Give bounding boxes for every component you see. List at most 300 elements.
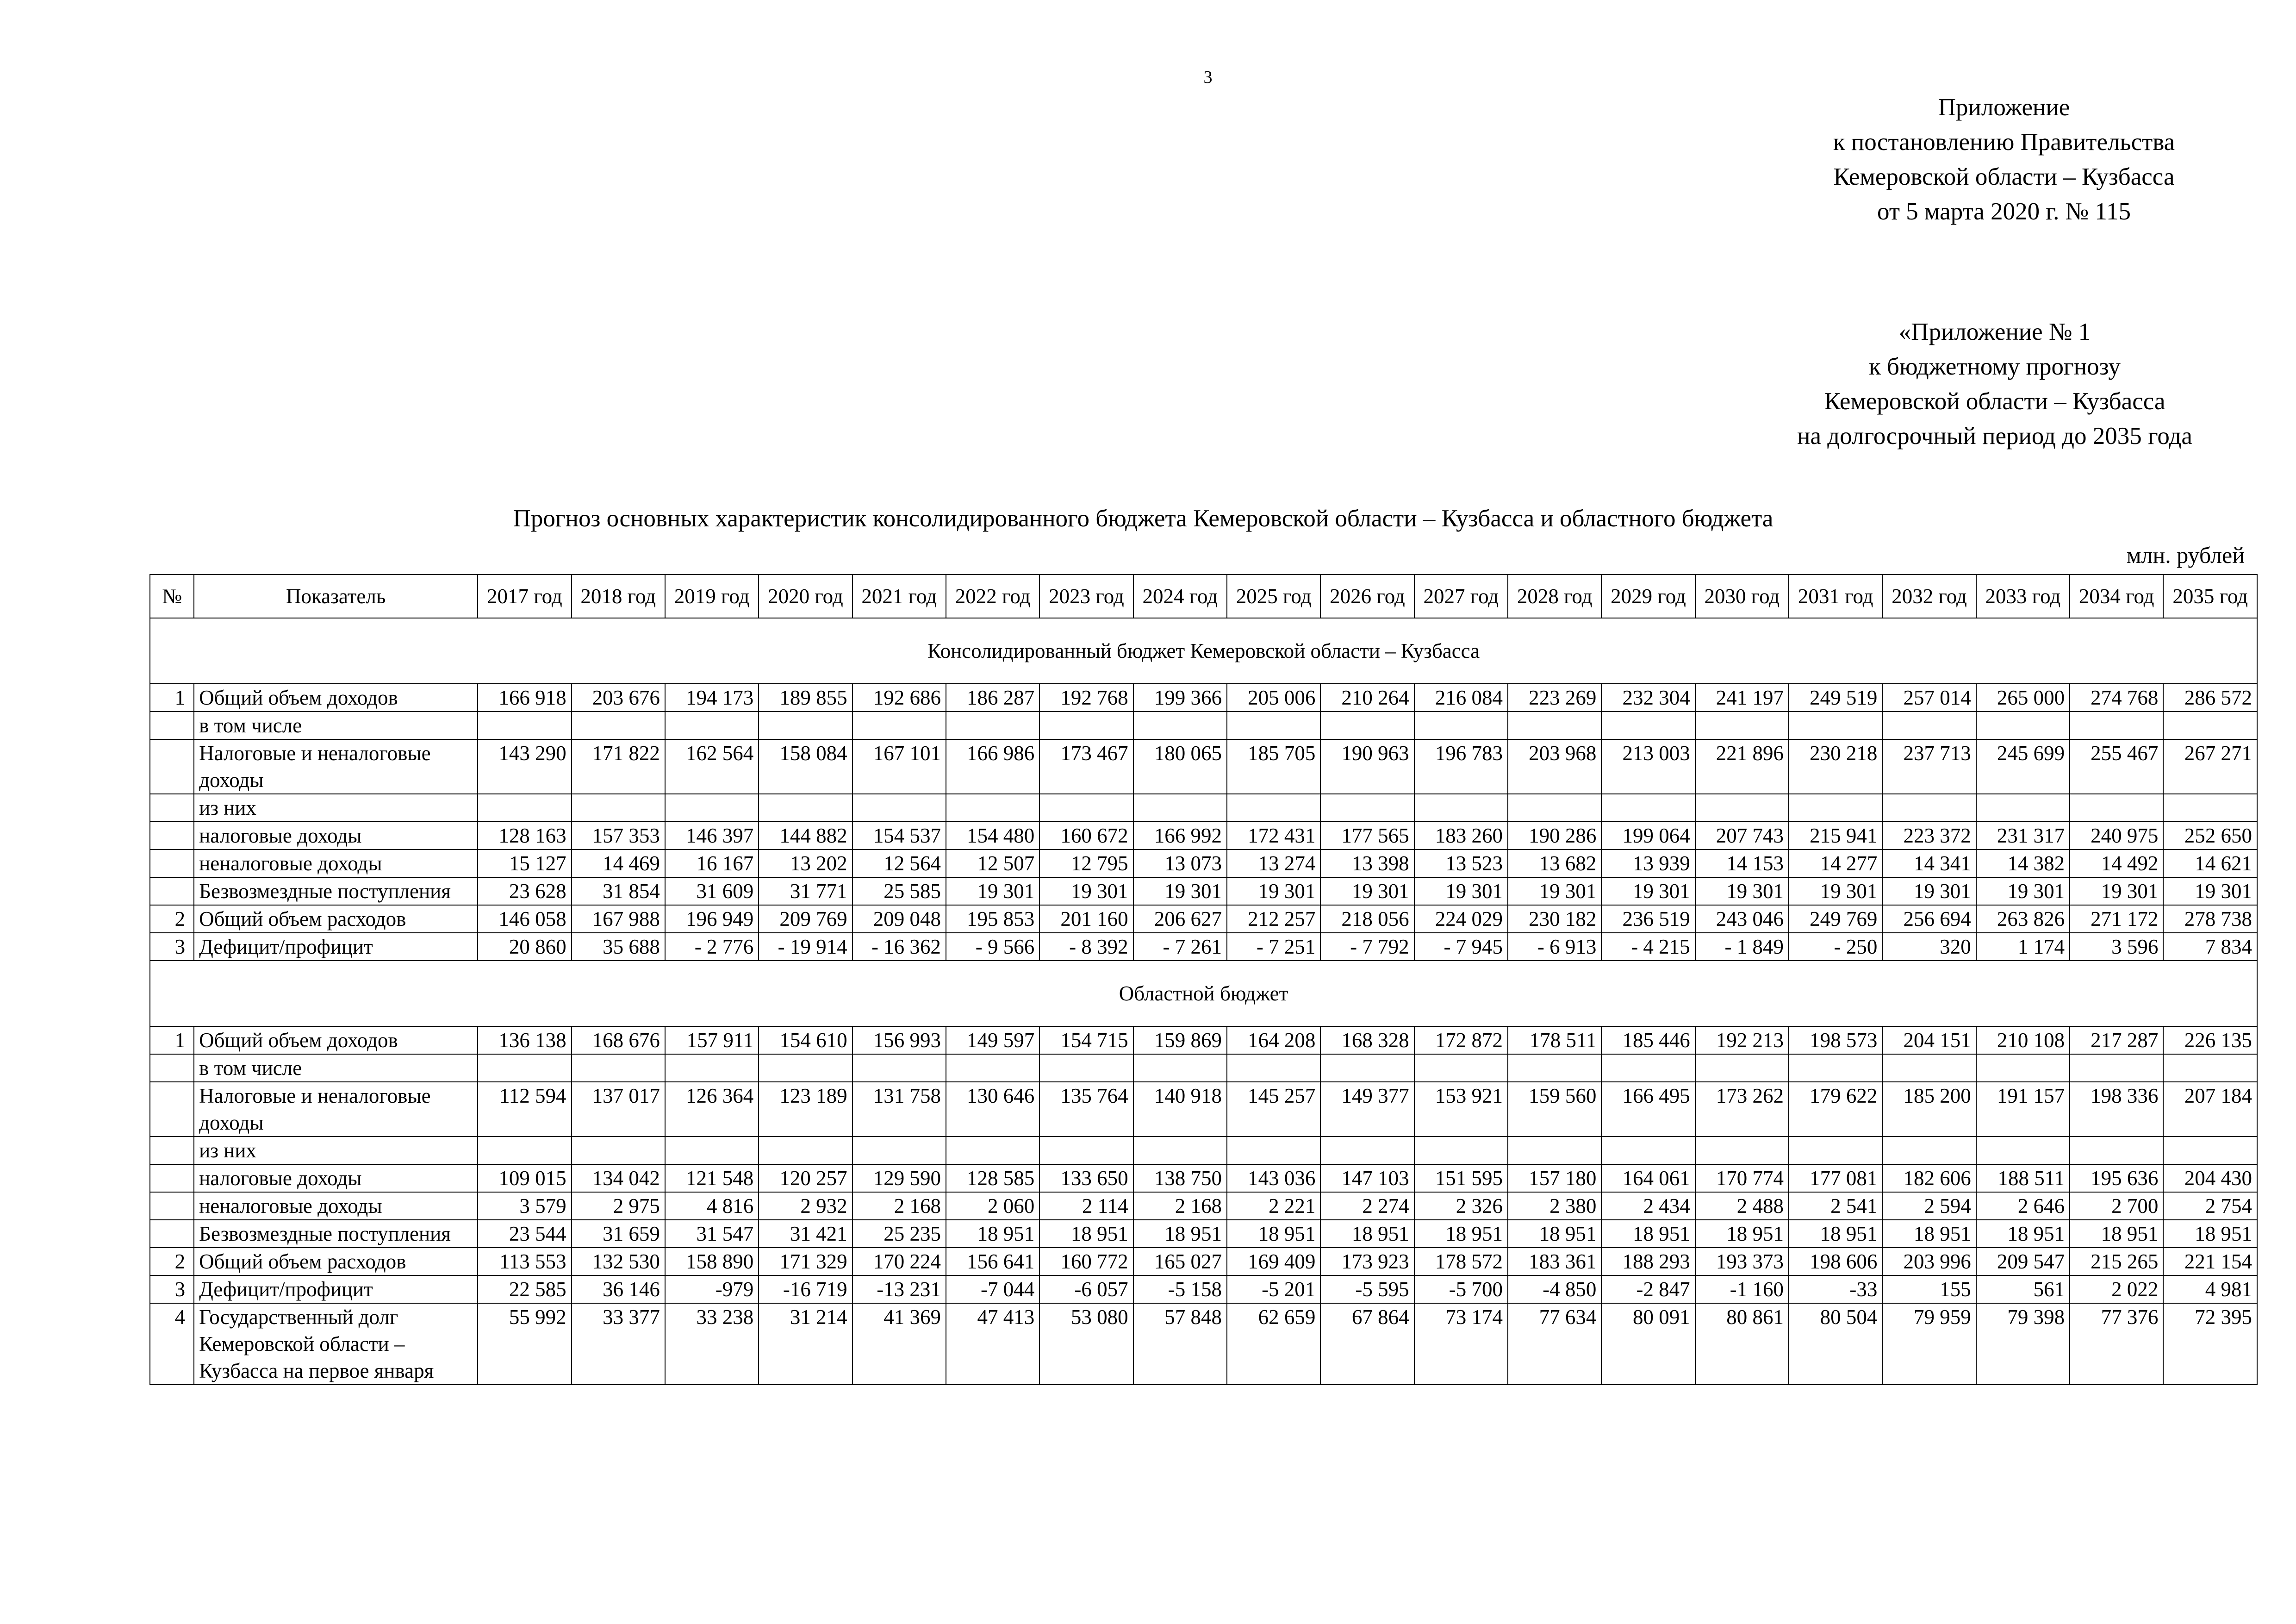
column-header-year: 2025 год [1227, 575, 1320, 618]
value-cell [1976, 712, 2070, 739]
value-cell: 231 317 [1976, 822, 2070, 849]
value-cell [1227, 712, 1320, 739]
row-number [150, 794, 194, 822]
value-cell: 149 377 [1320, 1082, 1414, 1137]
value-cell [946, 1137, 1039, 1164]
appendix-reference-line: «Приложение № 1 [1898, 319, 2091, 345]
value-cell: 41 369 [852, 1303, 946, 1385]
indicator-label: из них [194, 1137, 478, 1164]
value-cell [1039, 712, 1133, 739]
value-cell [1695, 1137, 1789, 1164]
row-number [150, 1054, 194, 1082]
value-cell: 171 822 [572, 739, 665, 794]
value-cell [1227, 1137, 1320, 1164]
section-row [150, 961, 2257, 1026]
table-row [150, 739, 2257, 794]
value-cell: 53 080 [1039, 1303, 1133, 1385]
value-cell: 12 564 [852, 849, 946, 877]
value-cell: 205 006 [1227, 684, 1320, 712]
value-cell: 18 951 [1320, 1220, 1414, 1248]
appendix-reference-line: к бюджетному прогнозу [1869, 353, 2121, 380]
value-cell: 278 738 [2163, 905, 2257, 933]
value-cell: 4 816 [665, 1192, 759, 1220]
value-cell: 2 114 [1039, 1192, 1133, 1220]
budget-forecast-table [149, 574, 2258, 1385]
value-cell: 193 373 [1695, 1248, 1789, 1275]
value-cell [2163, 1137, 2257, 1164]
value-cell: 215 941 [1789, 822, 1882, 849]
value-cell: 2 434 [1601, 1192, 1695, 1220]
value-cell [852, 1137, 946, 1164]
table-header-row [150, 575, 2257, 618]
value-cell: 33 377 [572, 1303, 665, 1385]
value-cell: 178 572 [1414, 1248, 1508, 1275]
value-cell [1414, 1054, 1508, 1082]
value-cell: 164 061 [1601, 1164, 1695, 1192]
value-cell: 169 409 [1227, 1248, 1320, 1275]
row-number [150, 849, 194, 877]
column-header-indicator: Показатель [194, 575, 478, 618]
value-cell [1414, 712, 1508, 739]
value-cell: 80 091 [1601, 1303, 1695, 1385]
indicator-label: Общий объем расходов [194, 1248, 478, 1275]
row-number: 1 [150, 684, 194, 712]
value-cell: 19 301 [946, 877, 1039, 905]
value-cell: 14 341 [1882, 849, 1976, 877]
value-cell [2070, 712, 2163, 739]
value-cell: 132 530 [572, 1248, 665, 1275]
value-cell: 203 996 [1882, 1248, 1976, 1275]
value-cell: 172 431 [1227, 822, 1320, 849]
value-cell: 4 981 [2163, 1275, 2257, 1303]
value-cell: 159 560 [1508, 1082, 1601, 1137]
value-cell: 13 274 [1227, 849, 1320, 877]
value-cell: 57 848 [1133, 1303, 1227, 1385]
value-cell [1508, 1054, 1601, 1082]
value-cell: 243 046 [1695, 905, 1789, 933]
value-cell: 212 257 [1227, 905, 1320, 933]
value-cell: 77 376 [2070, 1303, 2163, 1385]
value-cell [852, 1054, 946, 1082]
value-cell: 15 127 [478, 849, 571, 877]
value-cell: 216 084 [1414, 684, 1508, 712]
value-cell: 170 774 [1695, 1164, 1789, 1192]
value-cell: 2 594 [1882, 1192, 1976, 1220]
indicator-label: из них [194, 794, 478, 822]
value-cell [665, 712, 759, 739]
value-cell: - 2 776 [665, 933, 759, 961]
value-cell: 1 174 [1976, 933, 2070, 961]
value-cell [1414, 794, 1508, 822]
value-cell: 18 951 [1789, 1220, 1882, 1248]
value-cell: 209 547 [1976, 1248, 2070, 1275]
value-cell: 168 328 [1320, 1026, 1414, 1054]
column-header-year: 2028 год [1508, 575, 1601, 618]
column-header-year: 2018 год [572, 575, 665, 618]
value-cell: 183 361 [1508, 1248, 1601, 1275]
value-cell: 140 918 [1133, 1082, 1227, 1137]
table-row [150, 684, 2257, 712]
table-row [150, 822, 2257, 849]
value-cell: 18 951 [1882, 1220, 1976, 1248]
appendix-header-line: от 5 марта 2020 г. № 115 [1877, 198, 2131, 225]
column-header-year: 2029 год [1601, 575, 1695, 618]
value-cell: 165 027 [1133, 1248, 1227, 1275]
value-cell: 162 564 [665, 739, 759, 794]
value-cell: 185 446 [1601, 1026, 1695, 1054]
value-cell: 185 705 [1227, 739, 1320, 794]
value-cell: 173 923 [1320, 1248, 1414, 1275]
value-cell: 19 301 [1695, 877, 1789, 905]
value-cell: 207 184 [2163, 1082, 2257, 1137]
row-number: 3 [150, 933, 194, 961]
value-cell: 230 182 [1508, 905, 1601, 933]
indicator-label: в том числе [194, 712, 478, 739]
value-cell [1976, 794, 2070, 822]
indicator-label: Налоговые и неналоговые доходы [194, 739, 478, 794]
row-number: 1 [150, 1026, 194, 1054]
value-cell: 286 572 [2163, 684, 2257, 712]
value-cell: 191 157 [1976, 1082, 2070, 1137]
value-cell: - 8 392 [1039, 933, 1133, 961]
table-row [150, 1082, 2257, 1137]
value-cell: - 7 945 [1414, 933, 1508, 961]
value-cell: 263 826 [1976, 905, 2070, 933]
value-cell: 230 218 [1789, 739, 1882, 794]
value-cell: - 4 215 [1601, 933, 1695, 961]
table-row [150, 1220, 2257, 1248]
value-cell: 23 544 [478, 1220, 571, 1248]
value-cell: 12 795 [1039, 849, 1133, 877]
value-cell: 131 758 [852, 1082, 946, 1137]
value-cell [572, 1054, 665, 1082]
value-cell: -979 [665, 1275, 759, 1303]
value-cell: 255 467 [2070, 739, 2163, 794]
value-cell: 2 700 [2070, 1192, 2163, 1220]
value-cell: 173 262 [1695, 1082, 1789, 1137]
appendix-header [1773, 90, 2235, 229]
value-cell: 198 573 [1789, 1026, 1882, 1054]
value-cell: 18 951 [1039, 1220, 1133, 1248]
value-cell: 151 595 [1414, 1164, 1508, 1192]
value-cell [2163, 794, 2257, 822]
value-cell: 157 911 [665, 1026, 759, 1054]
value-cell: 18 951 [1133, 1220, 1227, 1248]
table-row [150, 1164, 2257, 1192]
value-cell [1601, 794, 1695, 822]
document-title: Прогноз основных характеристик консолидированного бюджета Кемеровской области – Кузбасса и областного бюджета [513, 505, 1773, 532]
value-cell: 72 395 [2163, 1303, 2257, 1385]
table-row [150, 933, 2257, 961]
value-cell [1414, 1137, 1508, 1164]
value-cell: 109 015 [478, 1164, 571, 1192]
value-cell [478, 1137, 571, 1164]
value-cell: 2 754 [2163, 1192, 2257, 1220]
value-cell: 79 398 [1976, 1303, 2070, 1385]
value-cell [1039, 1054, 1133, 1082]
value-cell: 137 017 [572, 1082, 665, 1137]
table-row [150, 1026, 2257, 1054]
value-cell: 210 264 [1320, 684, 1414, 712]
column-header-year: 2017 год [478, 575, 571, 618]
column-header-year: 2024 год [1133, 575, 1227, 618]
value-cell: 47 413 [946, 1303, 1039, 1385]
value-cell: 561 [1976, 1275, 2070, 1303]
row-number [150, 1220, 194, 1248]
indicator-label: Дефицит/профицит [194, 933, 478, 961]
value-cell: 196 783 [1414, 739, 1508, 794]
value-cell: - 1 849 [1695, 933, 1789, 961]
value-cell: 146 397 [665, 822, 759, 849]
value-cell: 2 975 [572, 1192, 665, 1220]
value-cell: 224 029 [1414, 905, 1508, 933]
value-cell: 195 853 [946, 905, 1039, 933]
value-cell: 14 469 [572, 849, 665, 877]
table-row [150, 1054, 2257, 1082]
value-cell: 14 153 [1695, 849, 1789, 877]
table-row [150, 1303, 2257, 1385]
row-number [150, 822, 194, 849]
value-cell: 209 769 [759, 905, 852, 933]
value-cell: 166 495 [1601, 1082, 1695, 1137]
value-cell: 2 022 [2070, 1275, 2163, 1303]
value-cell [1039, 794, 1133, 822]
value-cell [852, 794, 946, 822]
value-cell [572, 794, 665, 822]
section-title: Консолидированный бюджет Кемеровской области – Кузбасса [150, 618, 2257, 684]
value-cell: 143 036 [1227, 1164, 1320, 1192]
value-cell: 210 108 [1976, 1026, 2070, 1054]
value-cell: 18 951 [2163, 1220, 2257, 1248]
value-cell: 128 163 [478, 822, 571, 849]
value-cell: 213 003 [1601, 739, 1695, 794]
value-cell: 130 646 [946, 1082, 1039, 1137]
value-cell: 13 202 [759, 849, 852, 877]
value-cell: 80 861 [1695, 1303, 1789, 1385]
value-cell [1789, 794, 1882, 822]
value-cell: 221 154 [2163, 1248, 2257, 1275]
row-number [150, 712, 194, 739]
column-header-year: 2026 год [1320, 575, 1414, 618]
value-cell: - 7 251 [1227, 933, 1320, 961]
value-cell [1789, 1054, 1882, 1082]
indicator-label: налоговые доходы [194, 1164, 478, 1192]
value-cell: 133 650 [1039, 1164, 1133, 1192]
value-cell: 166 918 [478, 684, 571, 712]
value-cell: 189 855 [759, 684, 852, 712]
value-cell: 221 896 [1695, 739, 1789, 794]
appendix-reference-line: на долгосрочный период до 2035 года [1797, 423, 2192, 450]
table-row [150, 1137, 2257, 1164]
value-cell: 13 073 [1133, 849, 1227, 877]
value-cell: 177 565 [1320, 822, 1414, 849]
value-cell: - 6 913 [1508, 933, 1601, 961]
value-cell: 215 265 [2070, 1248, 2163, 1275]
value-cell: 62 659 [1227, 1303, 1320, 1385]
row-number: 2 [150, 905, 194, 933]
value-cell: 195 636 [2070, 1164, 2163, 1192]
value-cell [572, 712, 665, 739]
value-cell: 2 326 [1414, 1192, 1508, 1220]
value-cell: - 7 792 [1320, 933, 1414, 961]
table-row [150, 712, 2257, 739]
value-cell: 13 682 [1508, 849, 1601, 877]
value-cell: -2 847 [1601, 1275, 1695, 1303]
value-cell: -16 719 [759, 1275, 852, 1303]
value-cell: 2 168 [1133, 1192, 1227, 1220]
row-number [150, 1192, 194, 1220]
value-cell: 178 511 [1508, 1026, 1601, 1054]
value-cell [478, 712, 571, 739]
value-cell: 2 168 [852, 1192, 946, 1220]
value-cell: 166 992 [1133, 822, 1227, 849]
value-cell: 31 421 [759, 1220, 852, 1248]
value-cell: 73 174 [1414, 1303, 1508, 1385]
value-cell: 36 146 [572, 1275, 665, 1303]
value-cell: 170 224 [852, 1248, 946, 1275]
units-label: млн. рублей [2126, 542, 2245, 568]
indicator-label: неналоговые доходы [194, 849, 478, 877]
value-cell: 245 699 [1976, 739, 2070, 794]
value-cell: 146 058 [478, 905, 571, 933]
value-cell: 67 864 [1320, 1303, 1414, 1385]
value-cell: 223 269 [1508, 684, 1601, 712]
value-cell: 158 890 [665, 1248, 759, 1275]
row-number [150, 739, 194, 794]
row-number [150, 1137, 194, 1164]
table-row [150, 1275, 2257, 1303]
column-header-year: 2021 год [852, 575, 946, 618]
section-title: Областной бюджет [150, 961, 2257, 1026]
row-number: 2 [150, 1248, 194, 1275]
value-cell [946, 712, 1039, 739]
value-cell: 188 293 [1601, 1248, 1695, 1275]
value-cell: 145 257 [1227, 1082, 1320, 1137]
value-cell: 177 081 [1789, 1164, 1882, 1192]
value-cell [2070, 1054, 2163, 1082]
value-cell: 265 000 [1976, 684, 2070, 712]
column-header-year: 2033 год [1976, 575, 2070, 618]
value-cell: 18 951 [1976, 1220, 2070, 1248]
value-cell: 171 329 [759, 1248, 852, 1275]
value-cell: 320 [1882, 933, 1976, 961]
value-cell: 207 743 [1695, 822, 1789, 849]
value-cell [1882, 794, 1976, 822]
value-cell: 19 301 [1320, 877, 1414, 905]
value-cell [759, 1054, 852, 1082]
table-row [150, 877, 2257, 905]
indicator-label: Безвозмездные поступления [194, 1220, 478, 1248]
value-cell: 2 541 [1789, 1192, 1882, 1220]
value-cell: 134 042 [572, 1164, 665, 1192]
value-cell: 144 882 [759, 822, 852, 849]
value-cell: 226 135 [2163, 1026, 2257, 1054]
value-cell: 25 235 [852, 1220, 946, 1248]
column-header-year: 2027 год [1414, 575, 1508, 618]
value-cell: 217 287 [2070, 1026, 2163, 1054]
value-cell: 18 951 [1227, 1220, 1320, 1248]
value-cell: 136 138 [478, 1026, 571, 1054]
value-cell: 249 769 [1789, 905, 1882, 933]
value-cell: 123 189 [759, 1082, 852, 1137]
indicator-label: в том числе [194, 1054, 478, 1082]
value-cell: 19 301 [1789, 877, 1882, 905]
indicator-label: Общий объем доходов [194, 1026, 478, 1054]
value-cell: 22 585 [478, 1275, 571, 1303]
value-cell: 256 694 [1882, 905, 1976, 933]
value-cell [1789, 712, 1882, 739]
value-cell: 223 372 [1882, 822, 1976, 849]
value-cell: 19 301 [2163, 877, 2257, 905]
value-cell: 274 768 [2070, 684, 2163, 712]
value-cell: 232 304 [1601, 684, 1695, 712]
row-number: 3 [150, 1275, 194, 1303]
value-cell [1133, 1054, 1227, 1082]
value-cell: 185 200 [1882, 1082, 1976, 1137]
value-cell: -6 057 [1039, 1275, 1133, 1303]
value-cell: 158 084 [759, 739, 852, 794]
value-cell: 192 213 [1695, 1026, 1789, 1054]
value-cell: 156 993 [852, 1026, 946, 1054]
value-cell: 79 959 [1882, 1303, 1976, 1385]
value-cell [2163, 712, 2257, 739]
value-cell: 2 221 [1227, 1192, 1320, 1220]
value-cell: 192 768 [1039, 684, 1133, 712]
value-cell: 209 048 [852, 905, 946, 933]
value-cell: 3 579 [478, 1192, 571, 1220]
value-cell: 14 621 [2163, 849, 2257, 877]
value-cell: 25 585 [852, 877, 946, 905]
value-cell: 167 101 [852, 739, 946, 794]
value-cell: 113 553 [478, 1248, 571, 1275]
value-cell: 157 180 [1508, 1164, 1601, 1192]
value-cell: 257 014 [1882, 684, 1976, 712]
value-cell: 190 286 [1508, 822, 1601, 849]
appendix-reference-line: Кемеровской области – Кузбасса [1824, 388, 2165, 415]
value-cell: - 19 914 [759, 933, 852, 961]
value-cell: 18 951 [2070, 1220, 2163, 1248]
value-cell: 172 872 [1414, 1026, 1508, 1054]
column-header-year: 2035 год [2163, 575, 2257, 618]
value-cell: - 250 [1789, 933, 1882, 961]
value-cell: 198 606 [1789, 1248, 1882, 1275]
appendix-header-line: Приложение [1938, 94, 2070, 121]
value-cell: -5 595 [1320, 1275, 1414, 1303]
value-cell: 33 238 [665, 1303, 759, 1385]
value-cell: 18 951 [1508, 1220, 1601, 1248]
value-cell: 120 257 [759, 1164, 852, 1192]
value-cell: 31 659 [572, 1220, 665, 1248]
value-cell: 18 951 [1601, 1220, 1695, 1248]
value-cell: 252 650 [2163, 822, 2257, 849]
value-cell: - 7 261 [1133, 933, 1227, 961]
value-cell: 168 676 [572, 1026, 665, 1054]
value-cell: 188 511 [1976, 1164, 2070, 1192]
value-cell [1039, 1137, 1133, 1164]
value-cell: 267 271 [2163, 739, 2257, 794]
column-header-year: 2032 год [1882, 575, 1976, 618]
value-cell [946, 1054, 1039, 1082]
value-cell: -7 044 [946, 1275, 1039, 1303]
value-cell: 19 301 [1508, 877, 1601, 905]
value-cell: 18 951 [946, 1220, 1039, 1248]
value-cell: 77 634 [1508, 1303, 1601, 1385]
value-cell [1508, 712, 1601, 739]
value-cell [1882, 1054, 1976, 1082]
indicator-label: Безвозмездные поступления [194, 877, 478, 905]
row-number [150, 877, 194, 905]
value-cell: 31 771 [759, 877, 852, 905]
